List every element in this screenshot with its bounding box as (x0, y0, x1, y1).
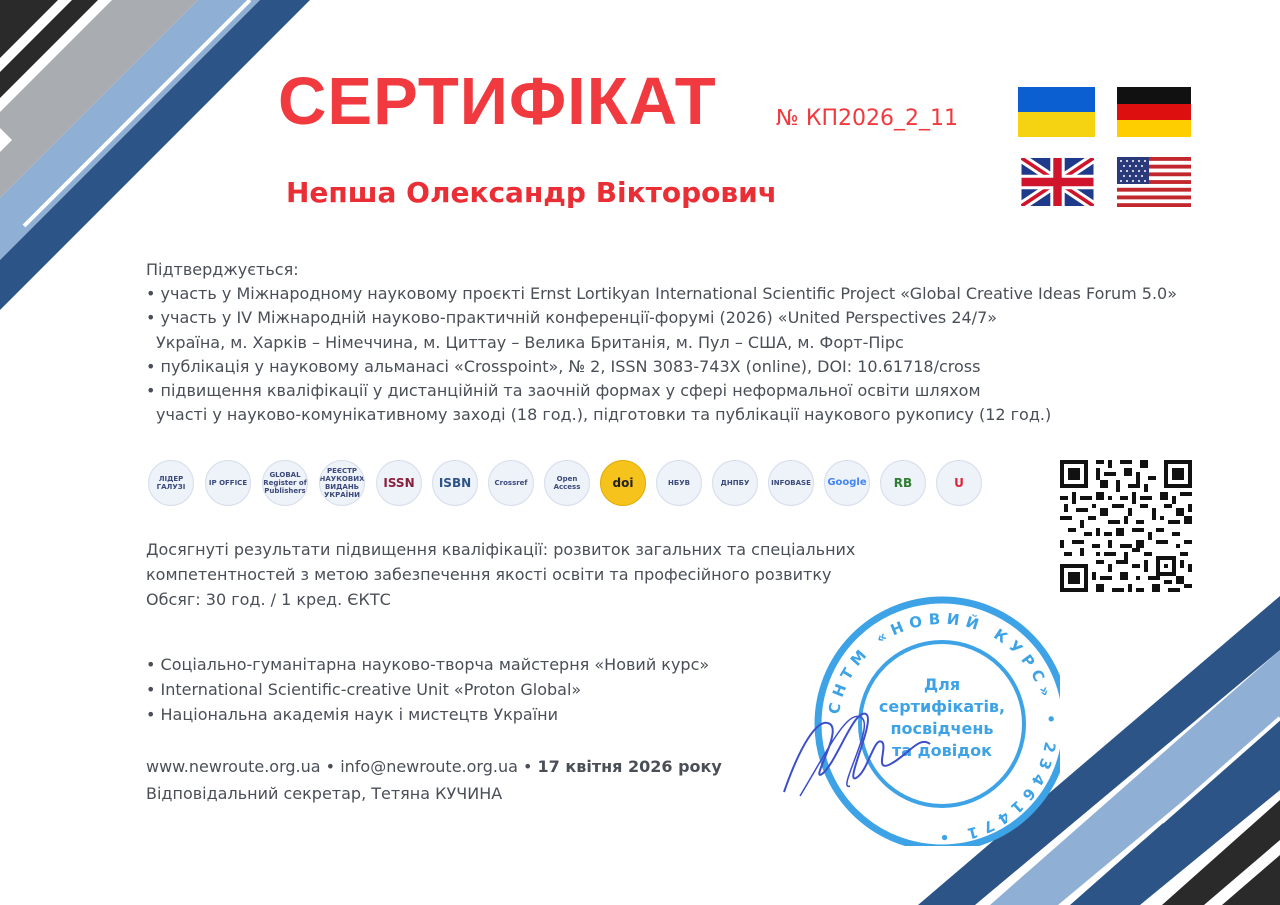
organization-item: • International Scientific-creative Unit «Proton Global» (146, 680, 582, 699)
confirmation-line: участі у науково-комунікативному заході (18 год.), підготовки та публікації наукового рукопису (12 год.) (156, 405, 1052, 425)
confirmation-line: • публікація у науковому альманасі «Crosspoint», № 2, ISSN 3083-743X (online), DOI: 10.61718/cross (146, 356, 981, 376)
separator: • (320, 757, 341, 776)
confirmation-line: • участь у IV Міжнародній науково-практичній конференції-форумі (2026) «United Perspectives 24/7» (146, 308, 998, 328)
confirmation-line: Україна, м. Харків – Німеччина, м. Циттау – Велика Британія, м. Пул – США, м. Форт-Пірс (156, 332, 904, 352)
ip-office-icon: IP OFFICE (205, 460, 251, 506)
stamp-center-line: посвідчень (890, 719, 994, 738)
u-icon: U (936, 460, 982, 506)
results-line: компетентностей з метою забезпечення якості освіти та професійного розвитку (146, 565, 832, 584)
confirmation-block (146, 258, 1236, 427)
recipient-name: Непша Олександр Вікторович (286, 176, 777, 209)
contact-line (146, 753, 722, 780)
confirmation-line: • підвищення кваліфікації у дистанційній та заочній формах у сфері неформальної освіти шляхом (146, 381, 981, 401)
infobase-icon: INFOBASE (768, 460, 814, 506)
isbn-icon: ISBN (432, 460, 478, 506)
indexing-logos (148, 460, 988, 508)
secretary-line: Відповідальний секретар, Тетяна КУЧИНА (146, 784, 503, 803)
official-stamp (770, 596, 1060, 846)
qr-code-icon (1060, 460, 1192, 592)
organization-item: • Соціально-гуманітарна науково-творча майстерня «Новий курс» (146, 655, 710, 674)
separator: • (517, 757, 538, 776)
website-link[interactable]: www.newroute.org.ua (146, 757, 321, 776)
issn-icon: ISSN (376, 460, 422, 506)
global-register-icon: GLOBAL Register of Publishers (262, 460, 308, 506)
issue-date: 17 квітня 2026 року (537, 757, 722, 776)
stamp-center-line: Для (923, 675, 961, 694)
organizations-list (146, 652, 709, 727)
uk-flag-icon (1021, 158, 1094, 206)
certificate-title: СЕРТИФІКАТ (278, 64, 717, 139)
email-link[interactable]: info@newroute.org.ua (340, 757, 518, 776)
certificate-number: № КП2026_2_11 (776, 106, 959, 131)
stamp-center-line: та довідок (892, 741, 992, 760)
usa-flag-icon (1117, 157, 1191, 207)
dnpbu-icon: ДНПБУ (712, 460, 758, 506)
doi-icon: doi (600, 460, 646, 506)
results-line: Досягнуті результати підвищення кваліфікації: розвиток загальних та спеціальних (146, 540, 856, 559)
confirmation-line: • участь у Міжнародному науковому проєкті Ernst Lortikyan International Scientific Project «Global Creative Ideas Forum 5.0» (146, 284, 1178, 304)
stamp-center-line: сертифікатів, (878, 697, 1006, 716)
rb-icon: RB (880, 460, 926, 506)
germany-flag-icon (1117, 87, 1191, 137)
open-access-icon: Open Access (544, 460, 590, 506)
stamp-ring-text: СНТМ «НОВИЙ КУРС» • 23461471 • (824, 609, 1060, 846)
lider-galuzi-icon: ЛІДЕР ГАЛУЗІ (148, 460, 194, 506)
results-block (146, 537, 855, 612)
google-icon: Google (824, 460, 870, 506)
ukraine-flag-icon (1018, 87, 1095, 137)
reiestr-vydan-icon: РЕЄСТР НАУКОВИХ ВИДАНЬ УКРАЇНИ (319, 460, 365, 506)
results-line: Обсяг: 30 год. / 1 кред. ЄКТС (146, 590, 391, 609)
crossref-icon: Crossref (488, 460, 534, 506)
organization-item: • Національна академія наук і мистецтв України (146, 705, 559, 724)
confirmation-heading: Підтверджується: (146, 260, 299, 279)
footer-block (146, 753, 722, 807)
nbuv-icon: НБУВ (656, 460, 702, 506)
